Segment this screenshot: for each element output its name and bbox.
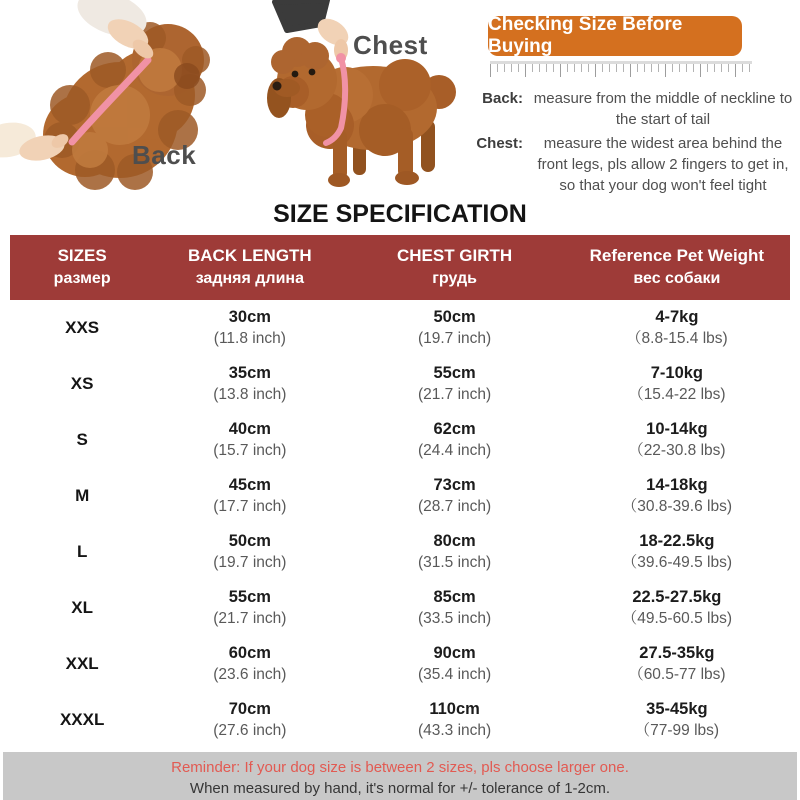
reminder-text: Reminder: If your dog size is between 2 sizes, pls choose larger one. [171,759,629,777]
dog-eye [309,69,316,76]
table-row: L 50cm (19.7 inch) 80cm (31.5 inch) 18-22.5kg （39.6-49.5 lbs) [76,532,733,571]
back-measure-illustration [0,0,235,196]
chest-note [472,133,798,196]
table-row: XXS 30cm (11.8 inch) 50cm (19.7 inch) 4-7kg （8.8-15.4 lbs) [65,308,728,347]
table-row: S 40cm (15.7 inch) 62cm (24.4 inch) 10-14kg （22-30.8 lbs) [76,420,726,459]
chest-measure-photo [235,0,470,196]
dog-nose [273,82,282,91]
back-note [472,88,798,130]
checking-size-banner: Checking Size Before Buying [488,16,742,56]
measure-instructions [470,0,800,196]
header-sizes: SIZES размер [53,246,111,288]
measure-notes [472,88,798,196]
back-measure-photo [0,0,235,196]
reminder-panel [3,752,797,800]
tolerance-text: When measured by hand, it's normal for +/- tolerance of 1-2cm. [189,780,611,798]
header-back-length: BACK LENGTH задняя длина [187,246,312,288]
page-title: SIZE SPECIFICATION [273,200,527,228]
table-row: XXXL 70cm (27.6 inch) 110cm (43.3 inch) 35-45kg （77-99 lbs) [59,700,720,739]
chest-note-label: Chest: [476,135,523,152]
table-row: XXL 60cm (23.6 inch) 90cm (35.4 inch) 27.5-35kg （60.5-77 lbs) [65,644,726,683]
table-row: XS 35cm (13.8 inch) 55cm (21.7 inch) 7-10kg （15.4-22 lbs) [70,364,726,403]
back-note-text: measure from the middle of neckline to the start of tail [533,90,793,128]
back-photo-label: Back [132,140,197,170]
ruler-icon [490,61,752,76]
chest-note-text: measure the widest area behind the front legs, pls allow 2 fingers to get in, so that your dog won't feel tight [537,135,789,194]
table-row: M 45cm (17.7 inch) 73cm (28.7 inch) 14-18kg （30.8-39.6 lbs) [75,476,733,515]
chest-photo-label: Chest [353,30,428,60]
header-pet-weight: Reference Pet Weight вес собаки [589,246,765,288]
size-table [10,235,790,748]
size-table-body [10,300,790,748]
dog-eye [292,71,299,78]
size-table-header [10,235,790,300]
table-row: XL 55cm (21.7 inch) 85cm (33.5 inch) 22.5-27.5kg （49.5-60.5 lbs) [71,588,733,627]
header-chest-girth: CHEST GIRTH грудь [396,246,513,288]
back-note-label: Back: [482,90,523,107]
measuring-guide-section [0,0,800,196]
